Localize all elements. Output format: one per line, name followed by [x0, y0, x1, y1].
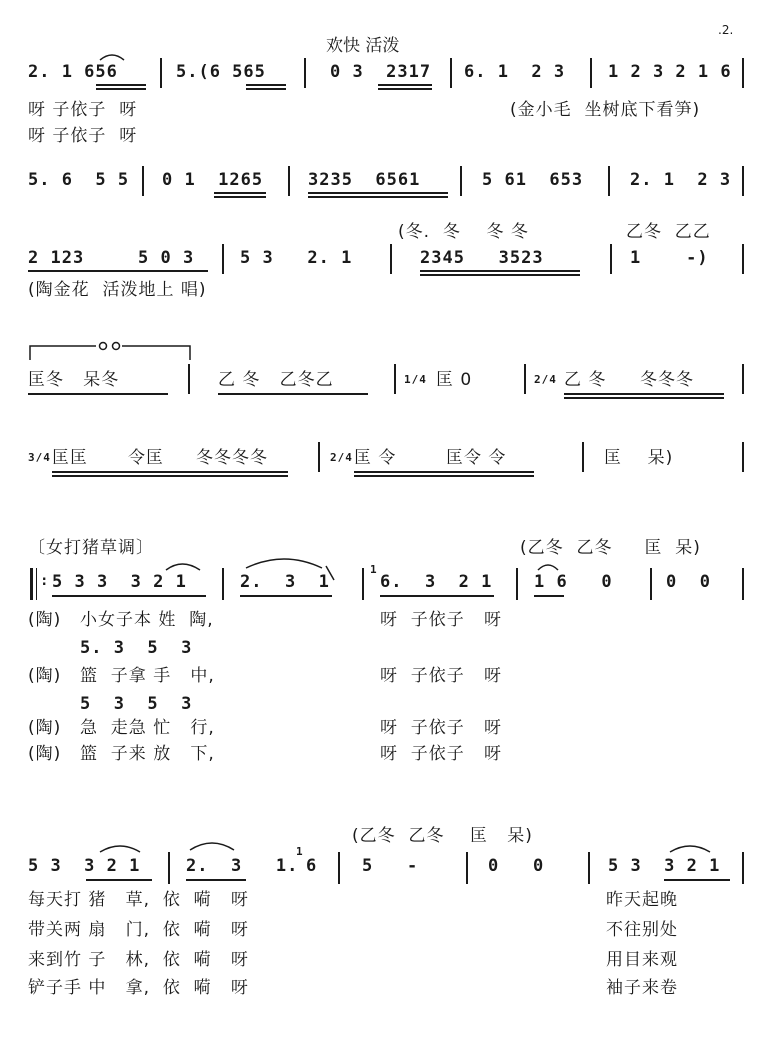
measure: 6. 3 2 1 [380, 572, 493, 592]
stage-direction: (陶金花 活泼地上 唱) [28, 280, 207, 300]
slur [166, 564, 200, 570]
lyric-refrain: 呀 子依子 呀 [380, 744, 503, 764]
alt-melody: 5. 3 5 3 [80, 638, 193, 658]
measure: 0 3 2317 [330, 62, 432, 82]
measure: 5 3 3 2 1 [28, 856, 141, 876]
percussion-measure: 冬冬冬冬 [196, 448, 268, 468]
lyric-refrain: 呀 子依子 呀 [380, 718, 503, 738]
lyric-line: 不往别处 [606, 920, 678, 940]
measure: 2. 3 1 [240, 572, 330, 592]
lyric-line: 急 走急 忙 行, [80, 718, 215, 738]
measure: 5 - [362, 856, 419, 876]
slur [538, 565, 558, 570]
percussion-measure: 乙 冬 [564, 370, 607, 390]
percussion-measure: 匡 呆) [604, 448, 674, 468]
page-number: .2. [718, 23, 734, 37]
measure: 5.(6 565 [176, 62, 266, 82]
lyric-line: 带关两 扇 门, 依 嗬 呀 [28, 920, 249, 940]
measure: 1 -) [630, 248, 709, 268]
percussion-measure: 匡令 令 [446, 448, 507, 468]
percussion-measure: 乙 冬 乙冬乙 [218, 370, 334, 390]
measure: 1 6 0 [534, 572, 613, 592]
time-signature: 3/4 [28, 451, 51, 464]
percussion-measure: 令匡 [128, 448, 164, 468]
measure: 5 0 3 [138, 248, 195, 268]
percussion-line: (乙冬 乙冬 匡 呆) [352, 826, 533, 846]
lyric-speaker: (陶) [28, 610, 62, 630]
percussion-line: (乙冬 乙冬 匡 呆) [520, 538, 701, 558]
lyric-line: 铲子手 中 拿, 依 嗬 呀 [28, 978, 249, 998]
tune-name: 〔女打猪草调〕 [28, 538, 154, 558]
time-signature: 1/4 [404, 373, 427, 386]
tempo-marking: 欢快 活泼 [326, 36, 400, 56]
measure: 5 3 3 3 2 1 [52, 572, 187, 592]
slur [190, 843, 234, 850]
grace-note: 1 [296, 845, 304, 858]
percussion-measure: 匡冬 呆冬 [28, 370, 120, 390]
stage-direction: (金小毛 坐树底下看笋) [510, 100, 701, 120]
lyric-line: 昨天起晚 [606, 890, 678, 910]
measure: 0 0 [488, 856, 545, 876]
measure: 2. 1 656 [28, 62, 118, 82]
percussion-line: (冬. 冬 冬 冬 [398, 222, 529, 242]
measure: 3235 6561 [308, 170, 421, 190]
measure: 5 61 653 [482, 170, 584, 190]
volta-circle [113, 343, 120, 350]
measure: 2. 3 1. [186, 856, 299, 876]
measure: 6 [306, 856, 318, 876]
measure: 2 123 [28, 248, 85, 268]
lyric-line: 篮 子拿 手 中, [80, 666, 215, 686]
percussion-measure: 冬冬冬 [640, 370, 694, 390]
volta-bracket [30, 346, 190, 360]
lyric-speaker: (陶) [28, 744, 62, 764]
measure: 5 3 2. 1 [240, 248, 353, 268]
measure: 6. 1 2 3 [464, 62, 566, 82]
time-signature: 2/4 [534, 373, 557, 386]
measure: 2. 1 2 3 [630, 170, 732, 190]
lyric-refrain: 呀 子依子 呀 [380, 610, 503, 630]
percussion-measure: 匡 令 [354, 448, 397, 468]
percussion-measure: 匡 0 [436, 370, 473, 390]
grace-note: 1 [370, 563, 378, 576]
lyric-speaker: (陶) [28, 718, 62, 738]
lyric-speaker: (陶) [28, 666, 62, 686]
slur [670, 846, 710, 852]
measure: 0 1 1265 [162, 170, 264, 190]
lyric-line: 袖子来卷 [606, 978, 678, 998]
lyric-line: 用目来观 [606, 950, 678, 970]
repeat-dots: : [40, 573, 50, 589]
lyric-line: 每天打 猪 草, 依 嗬 呀 [28, 890, 249, 910]
alt-melody: 5 3 5 3 [80, 694, 193, 714]
breath-mark [326, 566, 334, 580]
measure: 5. 6 5 5 [28, 170, 130, 190]
percussion-line: 乙冬 乙乙 [626, 222, 711, 242]
slur [246, 559, 322, 568]
measure: 1 2 3 2 1 6 [608, 62, 732, 82]
slur [100, 846, 140, 852]
time-signature: 2/4 [330, 451, 353, 464]
lyric-line: 来到竹 子 林, 依 嗬 呀 [28, 950, 249, 970]
percussion-measure: 匡匡 [52, 448, 88, 468]
lyric-line: 呀 子依子 呀 [28, 126, 138, 146]
volta-circle [100, 343, 107, 350]
slur [100, 55, 124, 60]
measure: 5 3 3 2 1 [608, 856, 721, 876]
lyric-line: 篮 子来 放 下, [80, 744, 215, 764]
measure: 2345 3523 [420, 248, 544, 268]
lyric-line: 呀 子依子 呀 [28, 100, 138, 120]
measure: 0 0 [666, 572, 711, 592]
lyric-refrain: 呀 子依子 呀 [380, 666, 503, 686]
lyric-line: 小女子本 姓 陶, [80, 610, 214, 630]
